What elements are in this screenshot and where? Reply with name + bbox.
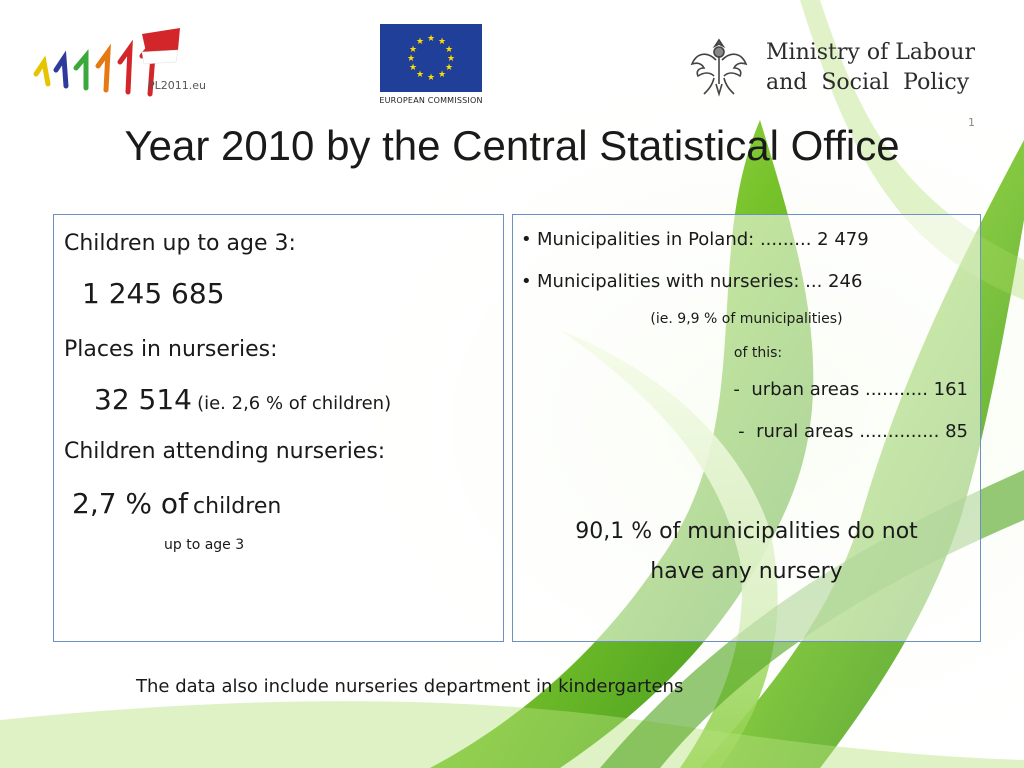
slide-number: 1: [968, 116, 975, 129]
svg-text:★: ★: [437, 37, 447, 47]
svg-text:★: ★: [408, 63, 418, 73]
pl2011-text: PL2011.eu: [148, 79, 206, 92]
svg-text:★: ★: [408, 45, 418, 55]
eagle-emblem-icon: [688, 34, 750, 98]
eu-logo: [378, 24, 484, 110]
bullet-item: [521, 271, 862, 292]
eu-caption: EUROPEAN COMMISSION: [379, 96, 483, 105]
svg-text:★: ★: [415, 37, 425, 47]
places-value: 32 514: [94, 383, 192, 416]
places-row: [94, 383, 391, 416]
svg-text:★: ★: [426, 73, 436, 83]
children-label: Children up to age 3:: [64, 231, 296, 256]
conclusion-line-2: have any nursery: [650, 559, 843, 584]
municipalities-box: [512, 214, 981, 642]
places-note: (ie. 2,6 % of children): [197, 393, 392, 414]
eu-flag-icon: [380, 24, 482, 92]
conclusion-line-1: 90,1 % of municipalities do not: [575, 519, 918, 544]
ratio-note: (ie. 9,9 % of municipalities): [650, 311, 843, 327]
page-title: Year 2010 by the Central Statistical Office: [124, 122, 900, 169]
ministry-logo: [688, 34, 988, 100]
pl2011-logo: [30, 22, 230, 102]
svg-text:★: ★: [446, 54, 456, 64]
bullet-item: [521, 229, 869, 250]
places-label: Places in nurseries:: [64, 337, 278, 362]
children-value: 1 245 685: [82, 277, 225, 310]
svg-text:★: ★: [437, 70, 447, 80]
ministry-name: Ministry of Labour and Social Policy: [766, 40, 975, 95]
sub-item-urban: - urban areas ........... 161: [733, 379, 968, 400]
svg-text:★: ★: [426, 34, 436, 44]
attending-value: 2,7 % of: [72, 487, 188, 520]
bullet-icon: •: [521, 271, 532, 292]
children-stats-box: [53, 214, 504, 642]
dash-icon: -: [738, 421, 757, 442]
svg-text:★: ★: [415, 70, 425, 80]
attending-label: Children attending nurseries:: [64, 439, 386, 464]
footnote: The data also include nurseries department in kindergartens: [136, 676, 684, 697]
svg-text:★: ★: [406, 54, 416, 64]
svg-text:★: ★: [444, 63, 454, 73]
dash-icon: -: [733, 379, 752, 400]
attending-unit: children: [193, 494, 282, 519]
svg-text:★: ★: [444, 45, 454, 55]
bullet-text: Municipalities with nurseries: ... 246: [537, 271, 863, 292]
bullet-icon: •: [521, 229, 532, 250]
attending-row: [72, 487, 281, 520]
bullet-text: Municipalities in Poland: ......... 2 479: [537, 229, 869, 250]
of-this-label: of this:: [733, 345, 783, 361]
sub-item-rural: - rural areas .............. 85: [738, 421, 968, 442]
attending-note: up to age 3: [164, 537, 245, 553]
